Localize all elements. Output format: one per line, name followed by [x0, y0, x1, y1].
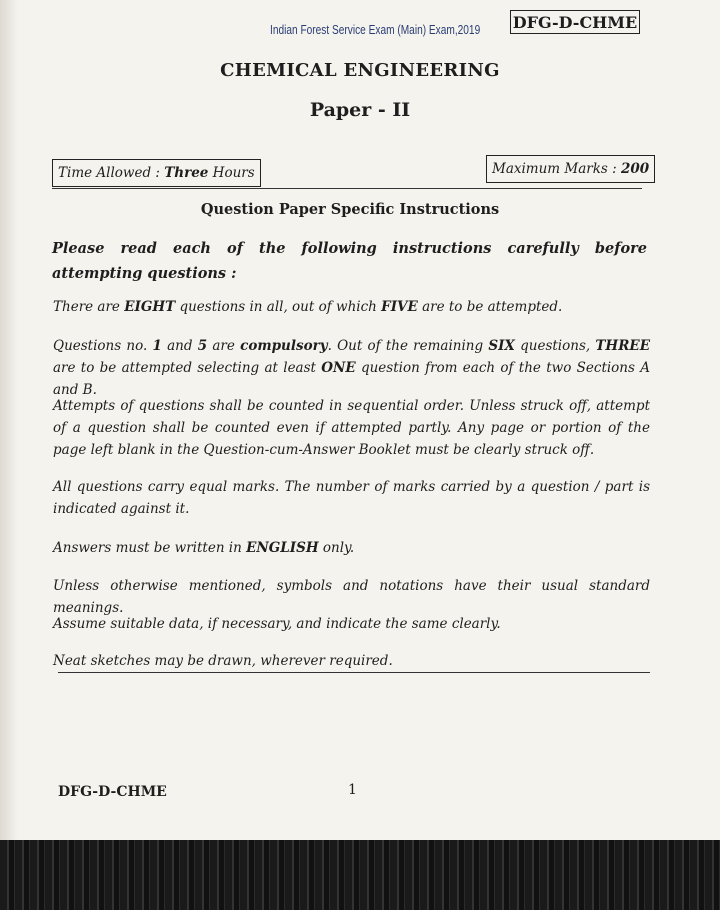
instructions-lead: Please read each of the following instructions carefully before attempting questions :	[52, 240, 647, 282]
scan-bottom-edge	[0, 840, 720, 910]
emphasis-text: FIVE	[381, 299, 418, 315]
exam-header-note: Indian Forest Service Exam (Main) Exam,2019	[270, 22, 481, 37]
instruction-text: Questions no.	[53, 338, 153, 354]
instruction-item	[53, 296, 650, 318]
instruction-text: There are	[53, 299, 125, 315]
instruction-item	[53, 537, 650, 559]
instruction-text: Assume suitable data, if necessary, and indicate the same clearly.	[53, 616, 501, 632]
instruction-text: All questions carry equal marks. The number of marks carried by a question / part is indicated against it.	[53, 479, 650, 517]
instruction-text: . Out of the remaining	[327, 338, 489, 354]
emphasis-text: EIGHT	[124, 299, 176, 315]
time-label: Time Allowed :	[58, 165, 165, 181]
subject-title: CHEMICAL ENGINEERING	[220, 60, 500, 81]
instruction-text: are to be attempted.	[417, 299, 563, 315]
instruction-text: and	[161, 338, 198, 354]
emphasis-text: 5	[197, 338, 208, 354]
emphasis-text: THREE	[595, 338, 650, 354]
marks-label: Maximum Marks :	[492, 161, 621, 177]
emphasis-text: ENGLISH	[246, 540, 319, 556]
time-suffix: Hours	[208, 165, 255, 181]
instruction-item	[53, 613, 650, 635]
footer-paper-code: DFG-D-CHME	[58, 784, 167, 800]
instructions-heading: Question Paper Specific Instructions	[200, 201, 500, 218]
instruction-text: question from each of the two Sections A and B.	[53, 360, 650, 398]
instruction-text: questions in all, out of which	[175, 299, 382, 315]
header-divider	[52, 188, 642, 189]
maximum-marks-box	[486, 155, 655, 183]
instruction-text: Neat sketches may be drawn, wherever required.	[53, 653, 393, 669]
instruction-text: Attempts of questions shall be counted in sequential order. Unless struck off, attempt of a question shall be counted even if attempted partly. Any page or portion of the page left blank in the Question-cum-Answer Booklet must be clearly struck off.	[53, 398, 650, 458]
instruction-item	[53, 476, 650, 520]
paper-title: Paper - II	[309, 99, 411, 121]
scan-left-edge	[0, 0, 18, 840]
instruction-text: only.	[318, 540, 355, 556]
emphasis-text: ONE	[321, 360, 356, 376]
emphasis-text: compulsory	[240, 338, 328, 354]
instruction-item	[53, 335, 650, 401]
page-number: 1	[348, 782, 357, 798]
instruction-text: are to be attempted selecting at least	[53, 360, 322, 376]
time-allowed-box	[52, 159, 261, 187]
instruction-text: questions,	[514, 338, 596, 354]
emphasis-text: SIX	[488, 338, 515, 354]
instruction-text: Unless otherwise mentioned, symbols and notations have their usual standard meanings.	[53, 578, 650, 616]
instructions-divider	[58, 672, 650, 673]
instruction-text: are	[207, 338, 241, 354]
instruction-item	[53, 650, 650, 672]
instruction-item	[53, 395, 650, 461]
instruction-text: Answers must be written in	[53, 540, 247, 556]
time-value: Three	[164, 165, 209, 181]
paper-code-box: DFG-D-CHME	[510, 10, 640, 34]
marks-value: 200	[620, 161, 650, 177]
emphasis-text: 1	[152, 338, 162, 354]
